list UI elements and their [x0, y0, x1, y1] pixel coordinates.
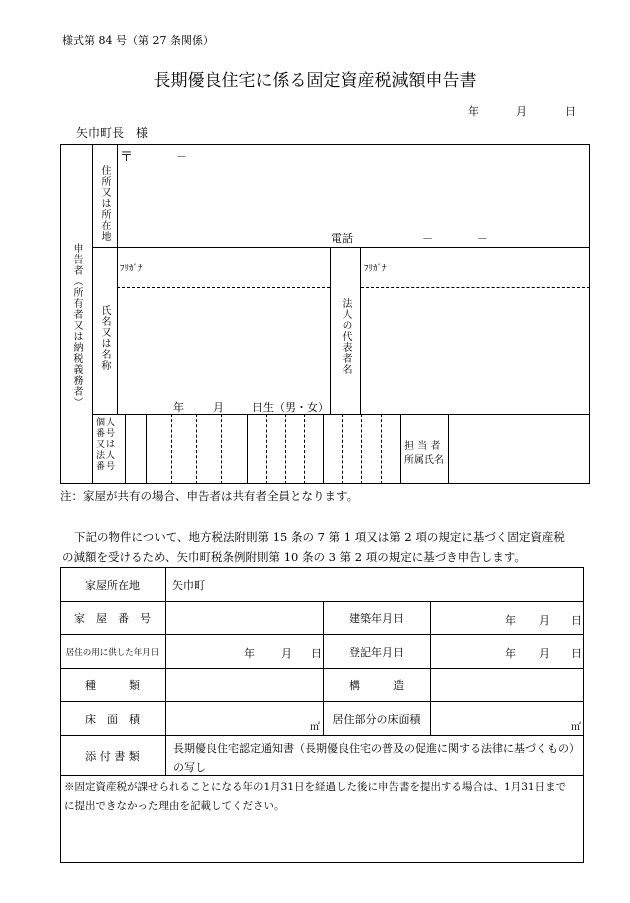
- built-day: 日: [571, 614, 582, 627]
- phone-field[interactable]: [360, 226, 588, 246]
- house-number-field[interactable]: [166, 602, 323, 634]
- registered-day: 日: [571, 647, 582, 660]
- phone-label: 電話: [331, 232, 353, 245]
- registered-year: 年: [505, 647, 516, 660]
- location-field[interactable]: [172, 568, 572, 601]
- residential-area-field[interactable]: [431, 702, 583, 735]
- location-label: 家屋所在地: [85, 578, 140, 592]
- residence-date-label: 居住の用に供した年月日: [65, 647, 160, 658]
- floor-area-field[interactable]: [166, 702, 323, 735]
- residence-day: 日: [311, 647, 322, 660]
- kind-label: 種 類: [85, 679, 140, 692]
- staff-field[interactable]: [450, 416, 588, 482]
- built-month: 月: [539, 614, 550, 627]
- house-number-label: 家 屋 番 号: [74, 612, 151, 625]
- id-number-field[interactable]: [126, 415, 400, 483]
- rep-label: 法人の代表者名: [340, 298, 351, 375]
- statement-line-1: 下記の物件について、地方税法附則第 15 条の 7 第 1 項又は第 2 項の規定に基づく固定資産税: [74, 530, 565, 544]
- postal-mark: 〒: [120, 150, 134, 165]
- applicant-group-label: 申告者（所有者又は納税義務者）: [71, 243, 82, 408]
- attachment-line-1: 長期優良住宅認定通知書（長期優良住宅の普及の促進に関する法律に基づくもの）: [173, 742, 580, 755]
- name-label: 氏名又は名称: [99, 305, 110, 371]
- built-date-label: 建築年月日: [349, 612, 404, 625]
- date-month: 月: [516, 105, 527, 118]
- floor-area-label: 床 面 積: [85, 712, 140, 726]
- registered-date-field[interactable]: [431, 635, 583, 668]
- late-reason-field[interactable]: [62, 815, 582, 861]
- form-number: 様式第 84 号（第 27 条関係）: [62, 34, 214, 47]
- built-date-field[interactable]: [431, 602, 583, 634]
- birth-month: 月: [213, 401, 224, 414]
- attachment-line-2: の写し: [173, 761, 206, 774]
- furigana-label-1: ﾌﾘｶﾞﾅ: [120, 264, 143, 274]
- built-year: 年: [505, 614, 516, 627]
- phone-dash-1: －: [422, 232, 433, 245]
- residence-date-field[interactable]: [166, 635, 323, 668]
- residential-area-unit: ㎡: [571, 722, 581, 733]
- date-year: 年: [468, 105, 479, 118]
- rep-name-field[interactable]: [362, 290, 588, 412]
- structure-field[interactable]: [431, 669, 583, 701]
- id-label-text: 個人番号又は法人番号: [96, 418, 117, 472]
- rep-furigana-field[interactable]: [392, 252, 588, 286]
- registered-month: 月: [539, 647, 550, 660]
- staff-label-1: 担 当 者: [404, 441, 441, 452]
- phone-dash-2: －: [477, 232, 488, 245]
- name-field[interactable]: [119, 290, 329, 390]
- birth-day-gender: 日生（男・女）: [252, 401, 329, 414]
- birth-year: 年: [173, 401, 184, 414]
- shared-owner-note: 注：家屋が共有の場合、申告者は共有者全員となります。: [60, 489, 359, 503]
- kind-field[interactable]: [166, 669, 323, 701]
- late-note-line-1: ※固定資産税が課せられることになる年の1月31日を経過した後に申告書を提出する場合は、1月31日まで: [64, 781, 567, 793]
- staff-label-2: 所属氏名: [404, 455, 444, 466]
- late-note-line-2: に提出できなかった理由を記載してください。: [64, 800, 285, 812]
- address-label: 住所又は所在地: [99, 165, 110, 242]
- name-furigana-field[interactable]: [150, 252, 328, 286]
- location-value: 矢巾町: [172, 578, 205, 592]
- floor-area-unit: ㎡: [310, 722, 320, 733]
- residential-area-label: 居住部分の床面積: [332, 712, 421, 726]
- postal-dash: －: [176, 150, 187, 163]
- statement-line-2: の減額を受けるため、矢巾町税条例附則第 10 条の 3 第 2 項の規定に基づき申告します。: [62, 550, 526, 564]
- furigana-label-2: ﾌﾘｶﾞﾅ: [364, 264, 387, 274]
- residence-year: 年: [244, 647, 255, 660]
- address-field[interactable]: [150, 146, 310, 236]
- page-title: 長期優良住宅に係る固定資産税減額申告書: [153, 71, 477, 91]
- id-label: [96, 418, 120, 484]
- residence-month: 月: [281, 647, 292, 660]
- structure-label: 構 造: [349, 679, 404, 692]
- addressee: 矢巾町長 様: [76, 126, 149, 140]
- date-day: 日: [565, 105, 576, 118]
- attachment-label: 添 付 書 類: [85, 749, 140, 763]
- registered-date-label: 登記年月日: [349, 645, 404, 659]
